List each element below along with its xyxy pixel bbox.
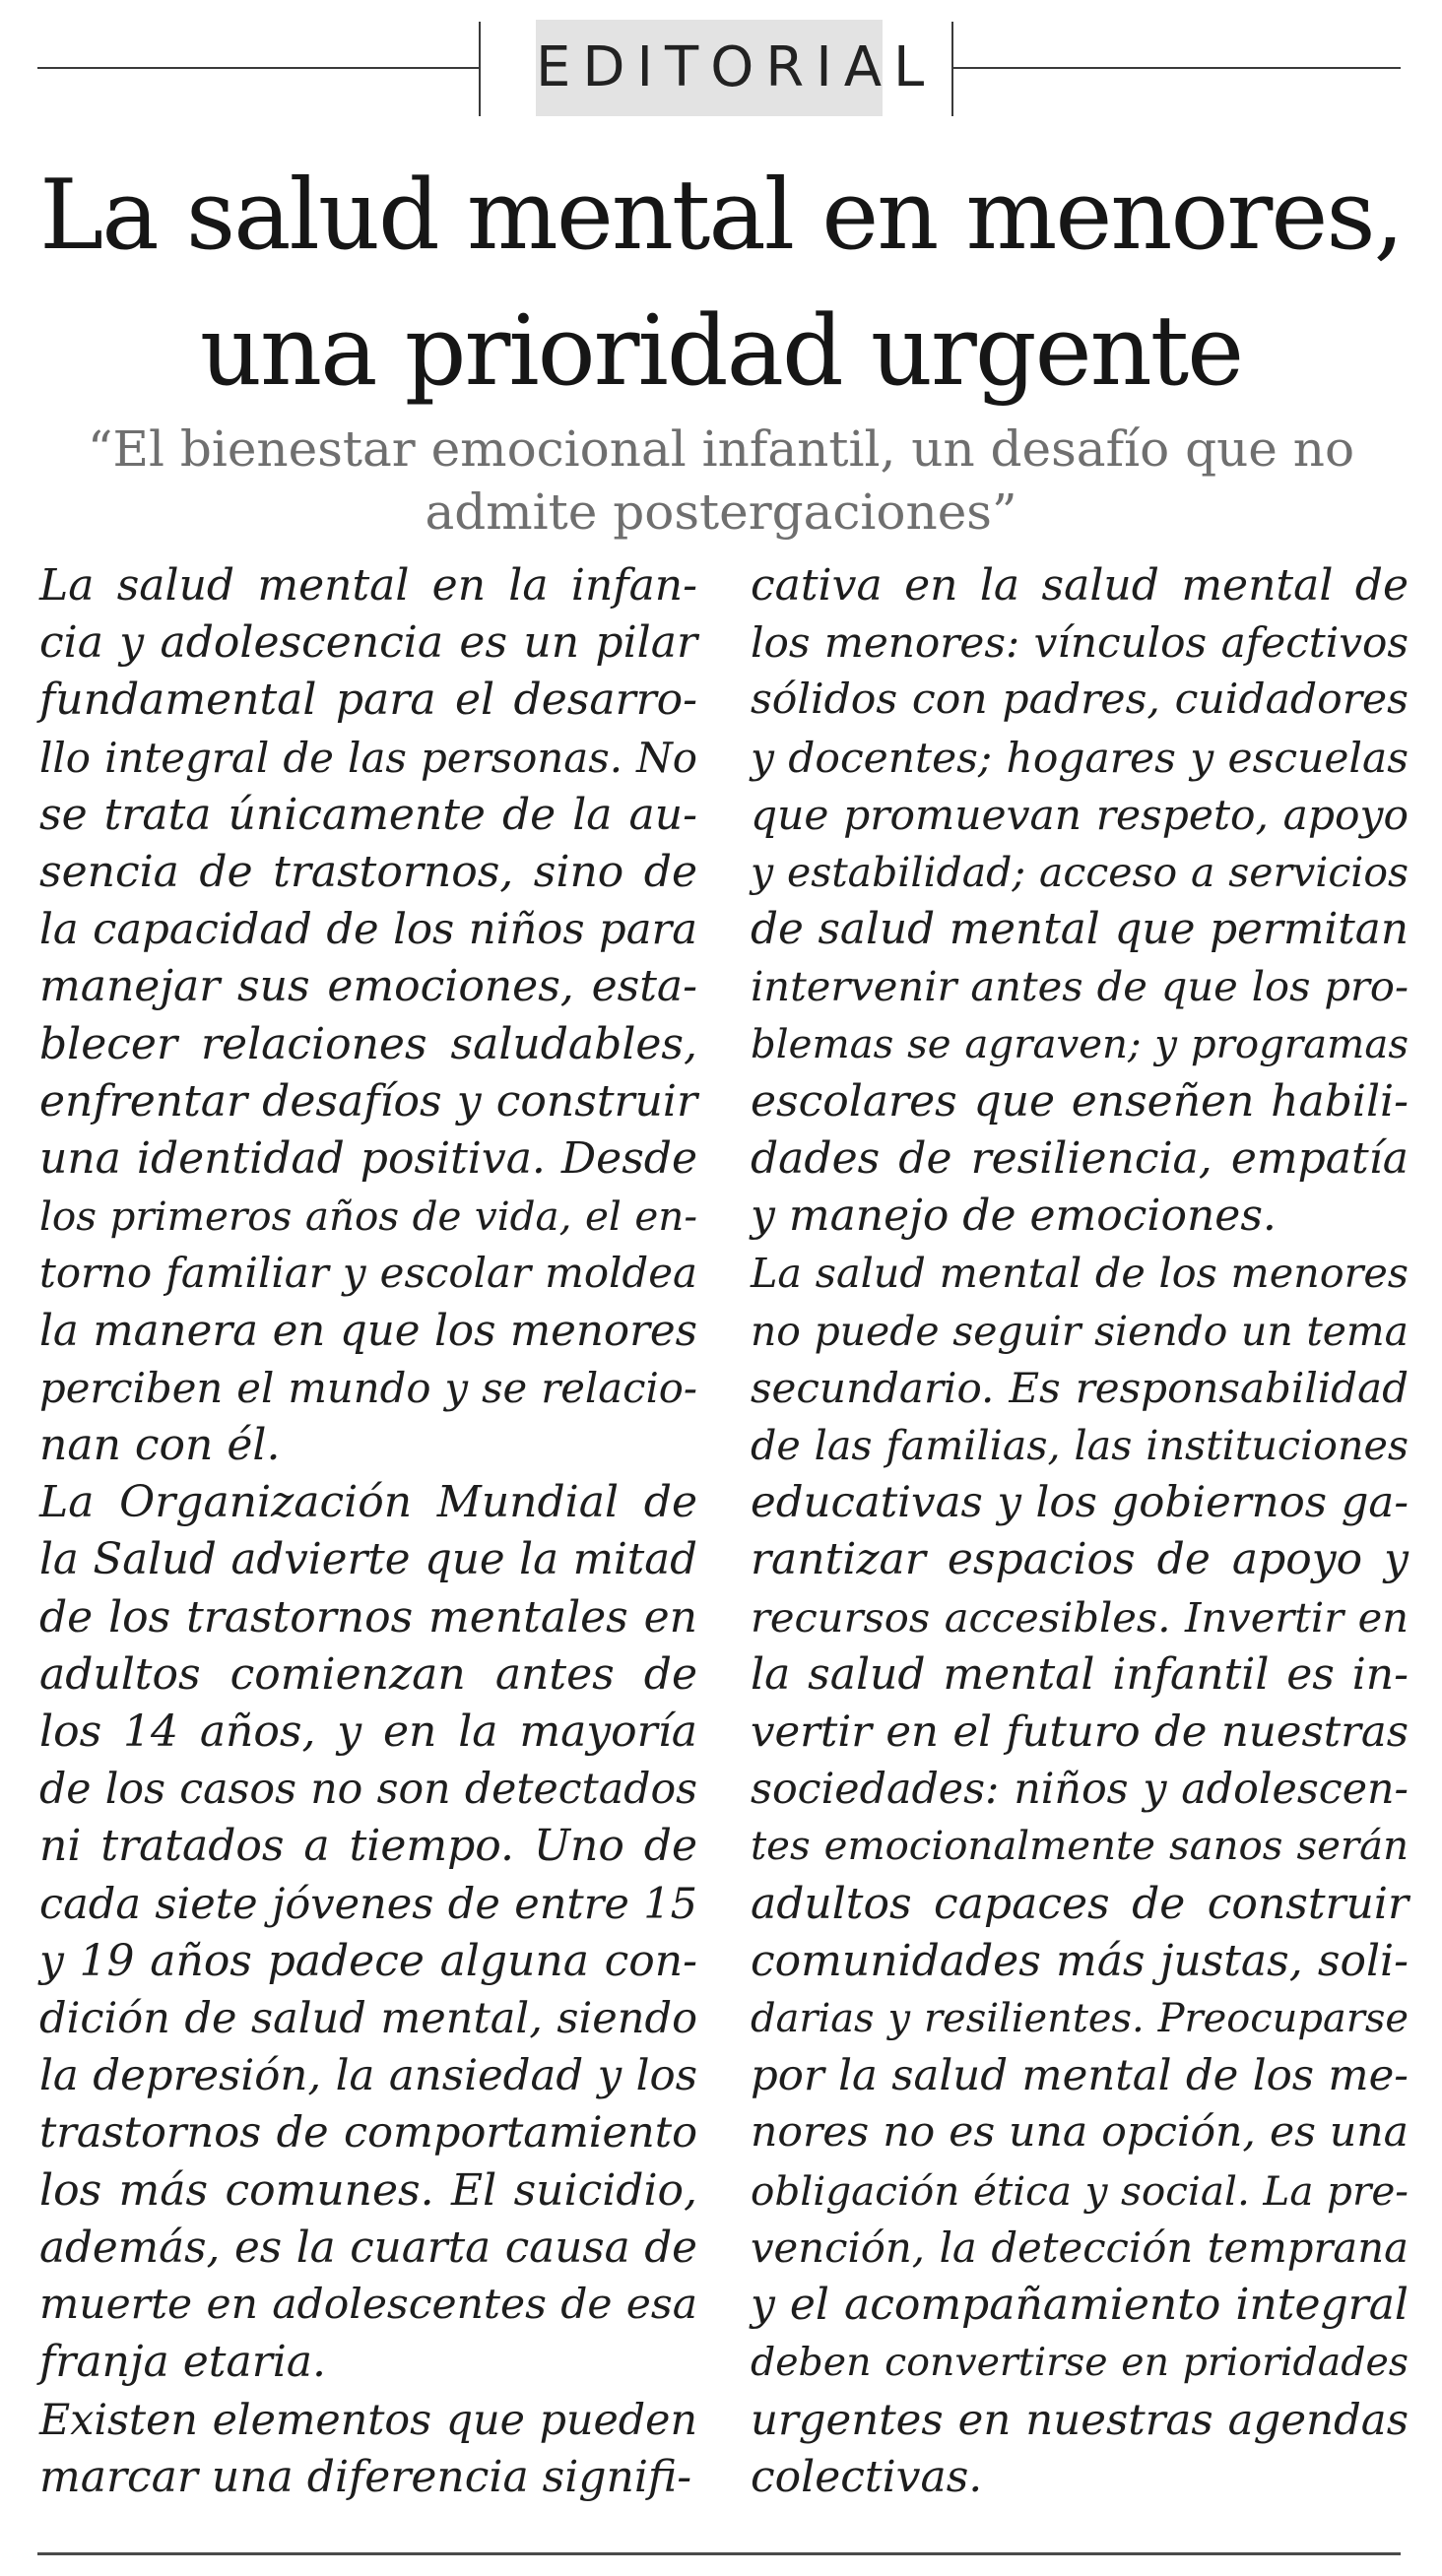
body-line: vención, la detección temprana xyxy=(751,2222,1409,2272)
body-line: muerte en adolescentes de esa xyxy=(39,2281,697,2330)
body-line: los primeros años de vida, el en- xyxy=(39,1192,697,1241)
body-line: y docentes; hogares y escuelas xyxy=(751,733,1409,782)
body-line: urgentes en nuestras agendas xyxy=(751,2395,1409,2445)
body-line: nores no es una opción, es una xyxy=(751,2108,1409,2157)
headline-line-2: una prioridad urgente xyxy=(199,295,1243,408)
body-line: una identidad positiva. Desde xyxy=(39,1133,697,1185)
header-rule-right xyxy=(953,67,1401,69)
body-line: la manera en que los menores xyxy=(39,1306,697,1356)
body-line: no puede seguir siendo un tema xyxy=(751,1307,1409,1355)
body-line: Existen elementos que pueden xyxy=(39,2395,697,2445)
body-line: dades de resiliencia, empatía xyxy=(751,1133,1409,1185)
body-line: además, es la cuarta causa de xyxy=(39,2222,697,2273)
body-line: que promuevan respeto, apoyo xyxy=(751,790,1409,839)
body-line: vertir en el futuro de nuestras xyxy=(751,1707,1409,1758)
body-line: secundario. Es responsabilidad xyxy=(751,1363,1409,1412)
body-line: manejar sus emociones, esta- xyxy=(39,961,697,1012)
body-line: colectivas. xyxy=(751,2451,983,2502)
body-line: trastornos de comportamiento xyxy=(39,2108,697,2158)
headline-line-1: La salud mental en menores, xyxy=(39,160,1403,272)
body-line: y el acompañamiento integral xyxy=(751,2280,1409,2331)
body-line: enfrentar desafíos y construir xyxy=(39,1075,697,1127)
body-line: deben convertirse en prioridades xyxy=(751,2340,1409,2386)
header-tick-right xyxy=(951,22,953,116)
body-line: intervenir antes de que los pro- xyxy=(751,962,1409,1011)
body-line: la depresión, la ansiedad y los xyxy=(39,2051,697,2101)
body-line: y 19 años padece alguna con- xyxy=(39,1935,697,1986)
subhead-line-1: “El bienestar emocional infantil, un desafío que no xyxy=(87,420,1355,478)
body-line: nan con él. xyxy=(39,1420,281,1471)
body-line: y manejo de emociones. xyxy=(751,1191,1277,1242)
body-line: La salud mental en la infan- xyxy=(39,560,697,611)
body-line: adultos comienzan antes de xyxy=(39,1648,697,1700)
body-line: y estabilidad; acceso a servicios xyxy=(751,849,1409,897)
body-line: llo integral de las personas. No xyxy=(39,733,697,782)
body-line: sencia de trastornos, sino de xyxy=(39,847,697,898)
body-column-right xyxy=(751,557,1409,2506)
body-line: torno familiar y escolar moldea xyxy=(39,1249,697,1298)
subheadline xyxy=(39,418,1403,544)
body-line: obligación ética y social. La pre- xyxy=(751,2166,1409,2215)
body-line: ni tratados a tiempo. Uno de xyxy=(39,1821,697,1872)
body-column-left xyxy=(39,557,697,2506)
body-line: de los trastornos mentales en xyxy=(39,1591,697,1642)
body-line: de las familias, las instituciones xyxy=(751,1422,1409,1470)
body-line: los menores: vínculos afectivos xyxy=(751,618,1409,668)
body-line: La Organización Mundial de xyxy=(39,1477,697,1528)
bottom-rule xyxy=(37,2552,1401,2555)
body-line: por la salud mental de los me- xyxy=(751,2051,1409,2101)
body-line: fundamental para el desarro- xyxy=(39,675,697,726)
body-line: los más comunes. El suicidio, xyxy=(39,2164,697,2216)
body-line: sociedades: niños y adolescen- xyxy=(751,1765,1409,1815)
body-line: la Salud advierte que la mitad xyxy=(39,1535,697,1585)
body-line: blemas se agraven; y programas xyxy=(751,1021,1409,1067)
body-line: adultos capaces de construir xyxy=(751,1878,1409,1929)
body-line: cativa en la salud mental de xyxy=(751,560,1409,611)
body-line: de salud mental que permitan xyxy=(751,904,1409,955)
header-tick-left xyxy=(479,22,481,116)
body-line: tes emocionalmente sanos serán xyxy=(751,1824,1409,1870)
body-line: escolares que enseñen habili- xyxy=(751,1075,1409,1127)
body-line: cia y adolescencia es un pilar xyxy=(39,617,697,669)
section-label: EDITORIAL xyxy=(536,20,883,116)
body-line: se trata únicamente de la au- xyxy=(39,789,697,840)
body-line: los 14 años, y en la mayoría xyxy=(39,1707,697,1758)
body-line: comunidades más justas, soli- xyxy=(751,1935,1409,1986)
body-line: sólidos con padres, cuidadores xyxy=(751,676,1409,725)
body-line: recursos accesibles. Invertir en xyxy=(751,1592,1409,1642)
header-rule-left xyxy=(37,67,479,69)
headline xyxy=(20,148,1422,419)
body-line: educativas y los gobiernos ga- xyxy=(751,1478,1409,1528)
body-line: dición de salud mental, siendo xyxy=(39,1994,697,2044)
body-line: marcar una diferencia signifi- xyxy=(39,2451,692,2502)
body-line: de los casos no son detectados xyxy=(39,1765,697,1815)
body-line: La salud mental de los menores xyxy=(751,1250,1409,1298)
body-line: blecer relaciones saludables, xyxy=(39,1018,697,1069)
subhead-line-2: admite postergaciones” xyxy=(425,483,1017,541)
body-line: darias y resilientes. Preocuparse xyxy=(751,1996,1409,2042)
body-line: la capacidad de los niños para xyxy=(39,905,697,955)
body-line: la salud mental infantil es in- xyxy=(751,1648,1409,1700)
body-line: perciben el mundo y se relacio- xyxy=(39,1363,697,1412)
body-line: rantizar espacios de apoyo y xyxy=(751,1534,1409,1585)
body-line: franja etaria. xyxy=(39,2337,327,2388)
body-line: cada siete jóvenes de entre 15 xyxy=(39,1879,697,1929)
